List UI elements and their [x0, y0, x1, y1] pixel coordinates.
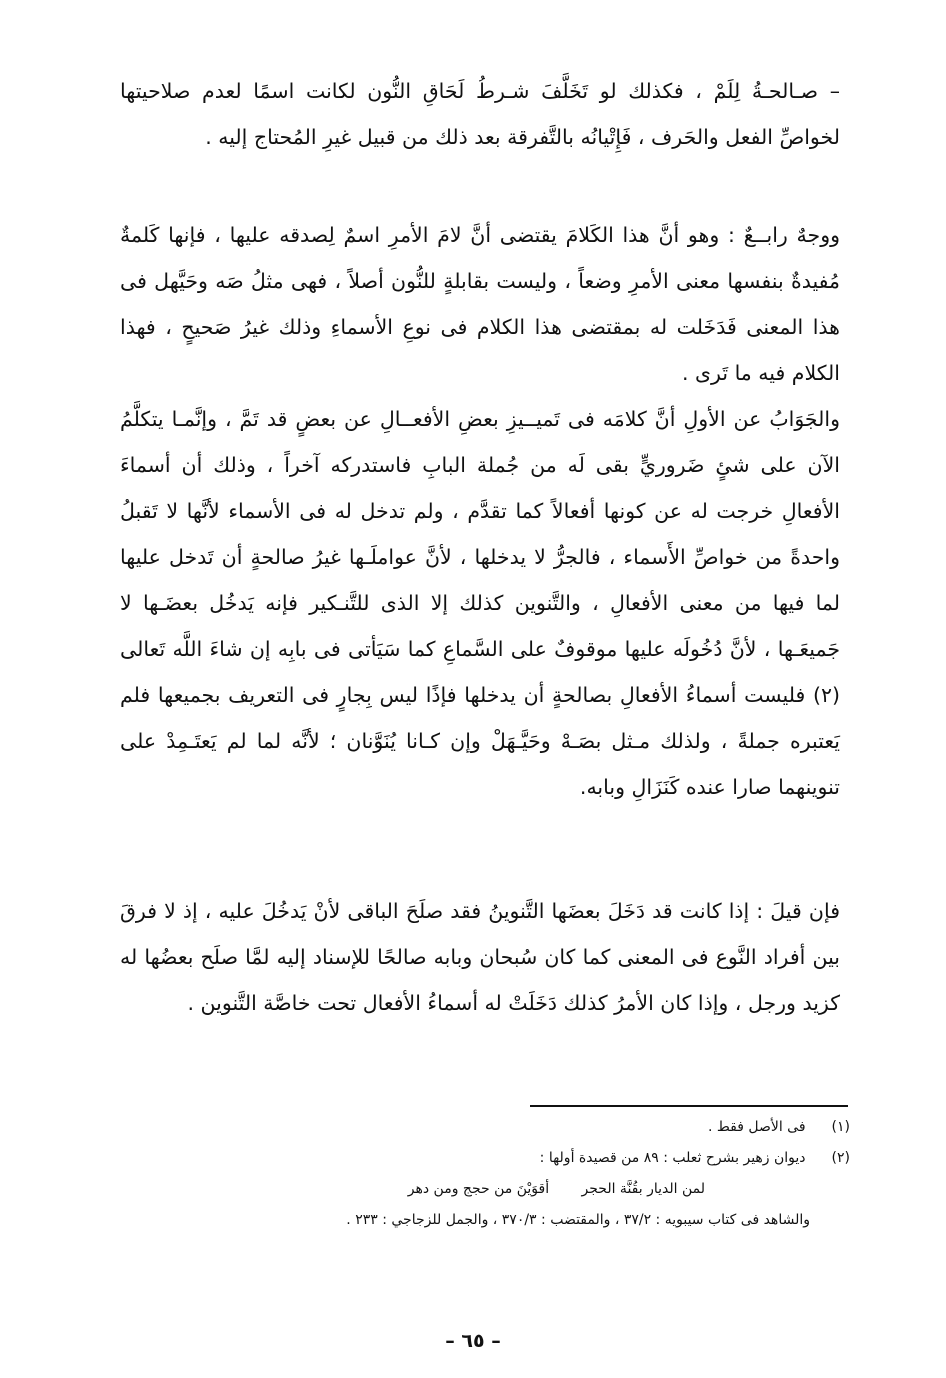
footnote-2-number: (٢) — [831, 1150, 850, 1166]
footnote-2 — [150, 1143, 850, 1174]
paragraph-3: والجَوَابُ عن الأولِ أنَّ كلامَه فى تَميــيزِ بعضِ الأفعــالِ عن بعضٍ قد تَمَّ ، وإنَّمـا يتكلَّمُ الآن على شئٍ ضَروريٍّ بقى لَه من جُملة البابِ فاستدركه آخراً ، وذلك أن أسماءَ الأفعالِ خرجت له عن كونها أفعالاً كما تقدَّم ، ولم تدخل له فى الأسماء لأنَّها لا تَقبلُ واحدةً من خواصِّ الأَسماء ، فالجرُّ لا يدخلها ، لأنَّ عواملَـها غيرُ صالحةٍ أن تَدخل عليها لما فيها من معنى الأفعالِ ، والتَّنوين كذلك إلا الذى للتَّنـكير فإنه يَدخُل بعضَـها لا جَميعَـها ، لأنَّ دُخُولَه عليها موقوفٌ على السَّماعِ كما سَيَأتى فى بابِه إن شاءَ اللَّه تَعالى (٢) فليست أسماءُ الأفعالِ بصالحةٍ أن يدخلها فإذًا ليس بِجارٍ فى التعريف بجميعها فلم يَعتبره جملةً ، ولذلك مـثل بصَـهْ وحَيَّـهَلْ وإن كـانا يُنَوَّنان ؛ لأنَّه لما لم يَعتَـمِدْ على تنوينهما صارا عنده كَنَزَالِ وبابه. — [120, 407, 840, 799]
footnotes — [150, 1112, 850, 1236]
paragraph-4: فإن قيلَ : إذا كانت قد دَخَلَ بعضَها التَّنوينُ فقد صلَحَ الباقى لأنْ يَدخُلَ عليه ، إذ لا فرقَ بين أفراد النَّوع فى المعنى كما كان سُبحان وبابه صالحًا للإسناد إليه لمَّا صلَح بعضُها له كزيد ورجل ، وإذا كان الأمرُ كذلك دَخَلَتْ له أسماءُ الأفعال تحت خاصَّة التَّنوين . — [120, 899, 840, 1015]
footnote-1-text: فى الأصل فقط . — [707, 1119, 806, 1135]
verse-second-hemistich: أقوَيْنَ من حجج ومن دهر — [407, 1181, 550, 1197]
paragraph-2: ووجهٌ رابــعٌ : وهو أنَّ هذا الكَلامَ يقتضى أنَّ لامَ الأمرِ اسمٌ لِصدقه عليها ، فإنها كَلمةٌ مُفيدةٌ بنفسها معنى الأمرِ وضعاً ، وليست بقابلةٍ للنُّون أصلاً ، فهى مثلُ صَه وحَيَّهل فى هذا المعنى فَدَخَلت له بمقتضى هذا الكلام فى نوعِ الأسماءِ وذلك غيرُ صَحيحٍ ، فهذا الكلام فيه ما تَرى . — [120, 223, 840, 385]
footnote-1-number: (١) — [831, 1119, 850, 1135]
footnote-2-text: ديوان زهير بشرح ثعلب : ٨٩ من قصيدة أولها : — [539, 1150, 806, 1166]
footnote-2-verse — [150, 1174, 850, 1205]
page-number: – ٦٥ – — [445, 1330, 501, 1352]
footnote-1 — [150, 1112, 850, 1143]
footnote-separator — [530, 1105, 848, 1107]
footnote-2-source: والشاهد فى كتاب سيبويه : ٣٧/٢ ، والمقتضب : ٣٧٠/٣ ، والجمل للزجاجي : ٢٣٣ . — [346, 1212, 810, 1228]
paragraph-1: – صـالحـةُ لِلَمْ ، فكذلك لو تَخَلَّفَ شـرطُ لَحَاقِ النُّون لكانت اسمًا لعدم صلاحيتها لخواصِّ الفعل والحَرف ، فَإِتْيانُه بالتَّفرقة بعد ذلك من قبيل غيرِ المُحتاج إليه . — [120, 79, 840, 149]
verse-first-hemistich: لمن الديار بقُنَّة الحجر — [581, 1181, 705, 1197]
